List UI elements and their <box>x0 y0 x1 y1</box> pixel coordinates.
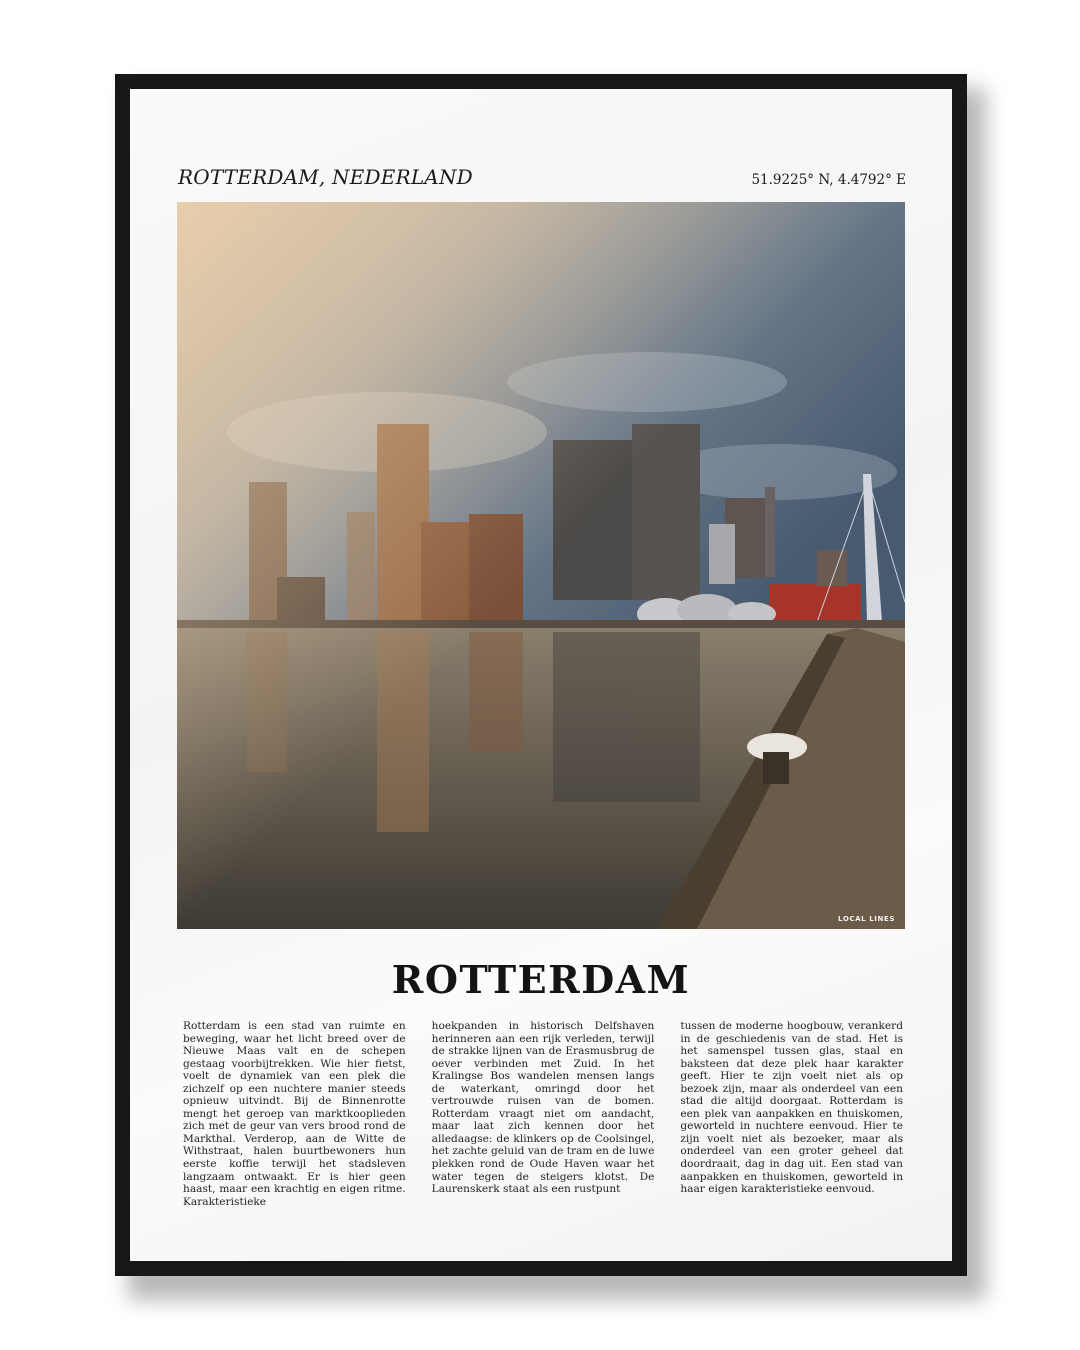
description-column-3: tussen de moderne hoogbouw, verankerd in de geschiedenis van de stad. Het is het samenspel tussen glas, staal en baksteen dat deze plek haar karakter geeft. Hier te zijn voelt niet als op bezoek zijn, maar als onderdeel van een stad die altijd doorgaat. Rotterdam is een plek van aanpakken en thuiskomen, geworteld in nuchtere eenvoud. Hier te zijn voelt niet als bezoeker, maar als onderdeel van een groter geheel dat doordraait, dag in dag uit. Een stad van aanpakken en thuiskomen, geworteld in haar eigen karakteristieke eenvoud. <box>680 1020 904 1196</box>
photo-credit: LOCAL LINES <box>838 915 895 923</box>
description-column-1: Rotterdam is een stad van ruimte en beweging, waar het licht breed over de Nieuwe Maas valt en de schepen gestaag voorbijtrekken. Wie hier fietst, voelt de dynamiek van een plek die zichzelf op een nuchtere manier steeds opnieuw uitvindt. Bij de Binnenrotte mengt het geroep van marktkooplieden zich met de geur van vers brood rond de Markthal. Verderop, aan de Witte de Withstraat, halen buurtbewoners hun eerste koffie terwijl het stadsleven langzaam ontwaakt. Er is hier geen haast, maar een krachtig en eigen ritme. Karakteristieke <box>183 1020 406 1208</box>
city-title: ROTTERDAM <box>391 957 691 1002</box>
description-columns <box>183 1020 903 1208</box>
poster-paper <box>130 89 952 1261</box>
coordinates-label: 51.9225° N, 4.4792° E <box>751 172 906 188</box>
description-column-2: hoekpanden in historisch Delfshaven herinneren aan een rijk verleden, terwijl de strakke lijnen van de Erasmusbrug de oever verbinden met Zuid. In het Kralingse Bos wandelen mensen langs de waterkant, omringd door het vertrouwde ruisen van de bomen. Rotterdam vraagt niet om aandacht, maar laat zich kennen door het alledaagse: de klinkers op de Coolsingel, het zachte geluid van de tram en de luwe plekken rond de Oude Haven waar het water tegen de steigers klotst. De Laurenskerk staat als een rustpunt <box>431 1020 655 1196</box>
city-photo <box>177 202 905 929</box>
skyline-illustration <box>177 202 905 929</box>
location-label: ROTTERDAM, NEDERLAND <box>178 165 473 189</box>
